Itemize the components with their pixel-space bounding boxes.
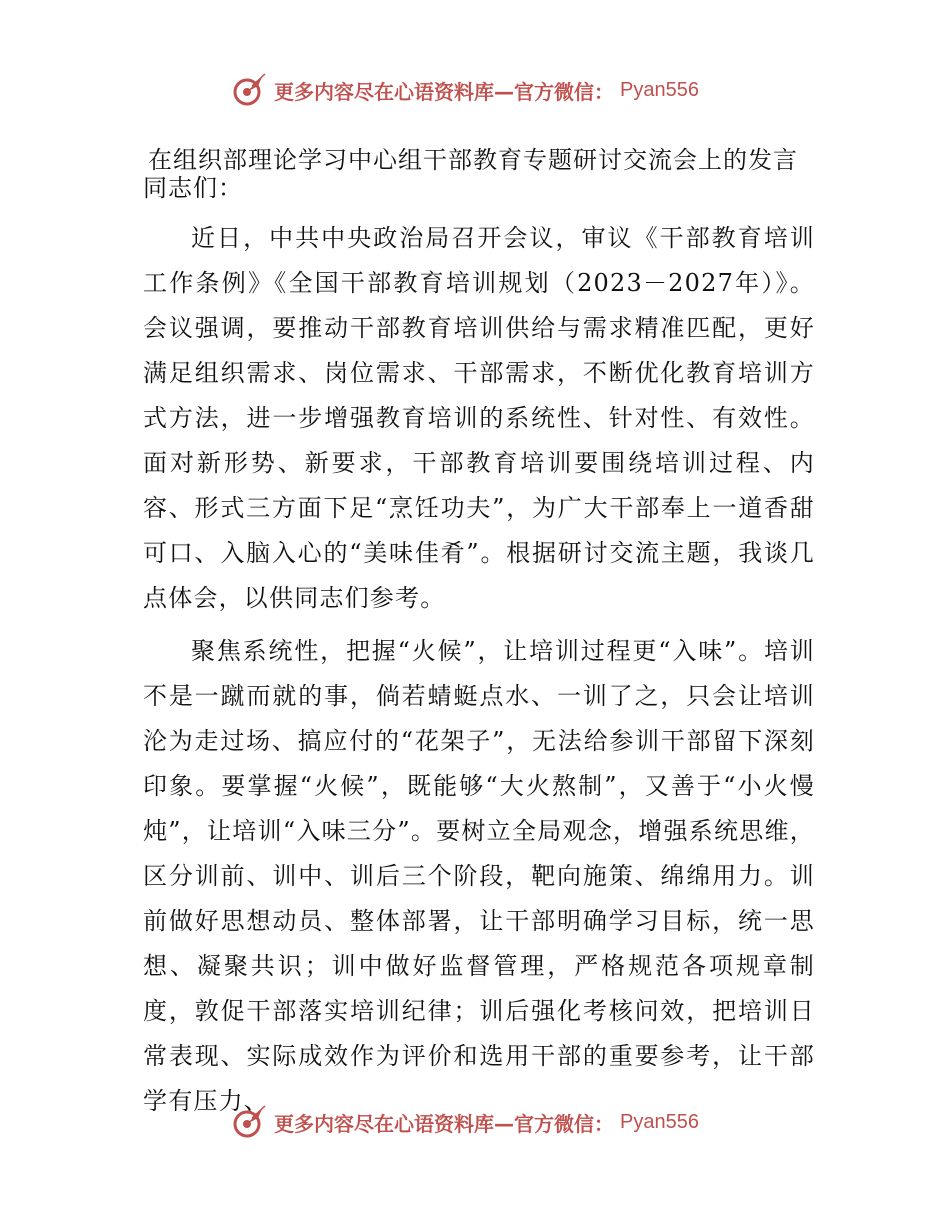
document-title: 在组织部理论学习中心组干部教育专题研讨交流会上的发言 <box>148 146 798 174</box>
document-body <box>143 174 815 1132</box>
banner-text: 更多内容尽在心语资料库—官方微信： <box>274 79 614 104</box>
quill-logo-icon <box>232 1104 268 1140</box>
paragraph: 近日，中共中央政治局召开会议，审议《干部教育培训工作条例》《全国干部教育培训规划（2023－2027年）》。会议强调，要推动干部教育培训供给与需求精准匹配，更好满足组织需求、岗位需求、干部需求，不断优化教育培训方式方法，进一步增强教育培训的系统性、针对性、有效性。面对新形势、新要求，干部教育培训要围绕培训过程、内容、形式三方面下足“烹饪功夫”，为广大干部奉上一道香甜可口、入脑入心的“美味佳肴”。根据研讨交流主题，我谈几点体会，以供同志们参考。 <box>143 224 815 612</box>
quill-logo-icon <box>232 72 268 108</box>
wechat-id: Pyan556 <box>620 78 699 101</box>
salutation: 同志们： <box>143 174 243 202</box>
banner-text: 更多内容尽在心语资料库—官方微信： <box>274 1111 614 1136</box>
header-banner <box>232 70 699 110</box>
paragraph: 聚焦系统性，把握“火候”，让培训过程更“入味”。培训不是一蹴而就的事，倘若蜻蜓点水、一训了之，只会让培训沦为走过场、搞应付的“花架子”，无法给参训干部留下深刻印象。要掌握“火候”，既能够“大火熬制”，又善于“小火慢炖”，让培训“入味三分”。要树立全局观念，增强系统思维，区分训前、训中、训后三个阶段，靶向施策、绵绵用力。训前做好思想动员、整体部署，让干部明确学习目标，统一思想、凝聚共识；训中做好监督管理，严格规范各项规章制度，敦促干部落实培训纪律；训后强化考核问效，把培训日常表现、实际成效作为评价和选用干部的重要参考，让干部学有压力、 <box>143 637 815 1115</box>
wechat-id: Pyan556 <box>620 1110 699 1133</box>
footer-banner <box>232 1102 699 1142</box>
